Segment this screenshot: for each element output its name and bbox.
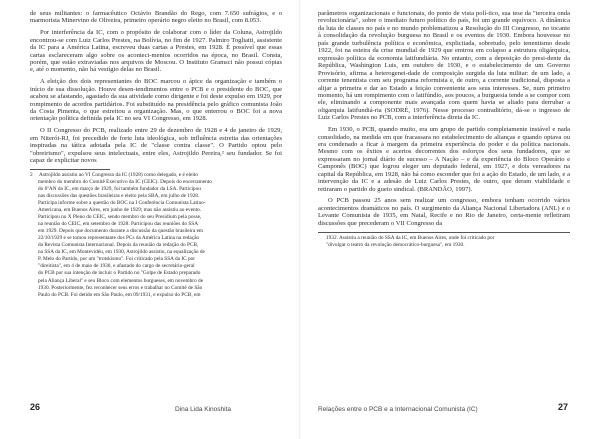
footnote-line: do PCB por sua intenção de incluir o Partido no "Golpe de Estado preparado [38, 270, 201, 277]
right-paragraph-3: O PCB passou 25 anos sem realizar um congresso, embora tenham ocorrido vários acontecimentos dramáticos no país. O surgimento da Aliança Nacional Libertadora (ANL) e o Levante Comunista de 1935, em Natal, Recife e no Rio de Janeiro, certa-mente refletiram discussões que precederam o VII Congresso da [318, 197, 570, 227]
footnote-line: em 1929. Depois que documento durante a discussão da questão brasileira em [38, 228, 204, 235]
left-paragraph-2: Por interferência da IC, com o propósito de colaborar com o líder da Coluna, Astrojildo encontrou-se com Luiz Carlos Prestes, na Bolívia, no fim de 1927. Palmiro Togliatti, assistente da IC para a América Latina, escreveu duas cartas a Prestes, em 1928. É possível que essas cartas esclareceram algo sobre os aconteci-mentos ocorridos na época, no Brasil. Consta, porém, que estão extraviadas nos arquivos de Moscou. O Instituto Gramsci não possui cópias e, até o momento, não há vestígio delas no Brasil. [30, 29, 282, 74]
footnote-line: na reunião do CEIC, em setembro de 1928. Participou das reuniões do SSA [38, 221, 199, 228]
footnote-line: "divulgar o teatro da revolução democrático-burguesa", em 1930. [326, 241, 465, 248]
footnote-line: Astrojildo assistiu ao VI Congresso da IC (1928) como delegado, e é eleito [39, 171, 198, 178]
left-paragraph-4: O II Congresso do PCB, realizado entre 29 de dezembro de 1928 e 4 de janeiro de 1929, em Niterói-RJ, foi precedido de forte luta ideológica, sob influência estreita das orientações inspiradas na tática adotada pela IC de "classe contra classe". O Partido optou pelo "obreirismo", expulsou seus intelectuais, entre eles, Astrojildo Pereira,² seu fundador. Se foi capaz de explicitar novos [30, 127, 282, 165]
footnote-line: 1932. Assistiu a reunião do SSA da IC, em Buenos Aires, onde foi criticado por [326, 234, 495, 241]
left-paragraph-3: A eleição dos dois representantes do BOC marcou o ápice da organização e também o início de sua dissolução. Houve desen-tendimentos entre o PCB e o presidente do BOC, que acabou se afastando, agastado da sua atividade como dirigente e foi deste expulso em 1929, por rompimento de acordos partidários. Foi substituído na presidência pelo gráfico comunista João da Costa Pimenta, o que estreitou a organização. Mas, o que enterrou o BOC foi a nova orientação política definida pela IC no seu VI Congresso, em 1928. [30, 78, 282, 123]
right-paragraph-1: parâmetros organizacionais e funcionais, do ponto de vista polí-tico, sua tese da "terceira onda revolucionária", sobre o imediato futuro político do país, foi um grande equívoco. A dinâmica da luta de classes no país e no mundo problematizou a Resolução do III Congresso, no tocante à consolidação da revolução burguesa no Brasil e os eventos de 1930. Embora houvesse no país grande turbulência política e econômica, explicitada, sobretudo, pelo tenentismo desde 1922, foi na esteira da crise mundial de 1929 que emtrou em colapso a estrutura oligárquica, expressão política da economia latifundiária. No entanto, com a deposição do presi-dente da República, Washington Luis, em outubro de 1930, e o estabelecimento de um Governo Provisório, afirma a heterogenei-dade de composição surgida da luta militar: de um lado, a corrente tenentista com seu programa reformista e, de outro, a corrente tradicional, disposta a alijar a primeira e dar ao Estado a feição conveniente aos seus interesses. Se, num primeiro momento, há um rompimento com o latifúndio, aos poucos, a burguesia tende a se compor com ele, eliminando a componente mais avançada com quem havia se aliado para derrubar a oligarquia latifundiá-ria (SODRÉ, 1976). Nesse processo contraditório, dá-se o ingresso de Luiz Carlos Prestes no PCB, com a interferência direta da IC. [318, 10, 570, 122]
running-head-right: Relações entre o PCB e a Internacional Comunista (IC) [318, 406, 478, 413]
footnote-line: "direitista", em 4 de maio de 1930, e afastado do cargo de secretário-geral [38, 263, 195, 270]
footnote-line: nas discussões das questões brasileiras e eleito pela SBA, em julho de 1928. [38, 192, 200, 199]
right-page [300, 0, 600, 439]
footnote-line: do 6ºAN da IC, em março de 1929, foi também fundador da LSA. Participou [38, 185, 201, 192]
page-number-left: 26 [30, 402, 41, 412]
page-number-right: 27 [558, 402, 569, 412]
right-text-column [318, 10, 570, 249]
right-paragraph-2: Em 1930, o PCB, quando muito, era um grupo de partido completamente instável e nada consolidado, na medida em que fracassara no estabelecimento de alianças e quando optava ou era condenado a ficar à margem da primeira experiência do poder e da política nacionais. Mesmo com os êxitos e acertos decorrentes dos esforços dos seus fundadores, que se expressaram no jornal diário de sucesso – A Nação – e da experiência do Bloco Operário e Camponês (BOC) que logrou eleger um deputado federal, em 1927, e dois vereadores na capital da República, em 1928, não há como esconder que foi a ação do Estado, de um lado, e a intervenção da IC e a adesão de Luiz Carlos Prestes, de outro, que deram viabilidade e retiraram o partido do gueto sindical. (BRANDÃO, 1997). [318, 126, 570, 193]
footnote-line: pela Aliança Liberal" e seu Bloco com elementos burgueses, em novembro de [38, 277, 204, 284]
footnote-line: Participa informe sobre a questão do BOC na I Conferência Comunista Latino- [38, 199, 206, 206]
left-footnote [30, 172, 282, 298]
footnote-line: Americana, em Buenos Aires, em junho de 1929; mas não assistiu ao evento. [38, 207, 202, 214]
left-paragraph-1: de seus militantes: o farmacêutico Octávio Brandão do Rego, com 7.650 sufrágios, e o marmorista Minervino de Oliveira, primeiro operário negro eleito no Brasil, com 8.053. [30, 10, 282, 25]
footnote-rule [30, 169, 110, 170]
footnote-line: P. Melo do Partido, por um "trotskismo". Foi criticado pela SSA da IC por [38, 256, 196, 263]
footnote-line: 22/10/1929 e se tomou representante dos PCs da América Latina na redação [38, 235, 200, 242]
left-text-column [30, 10, 282, 299]
footnote-line: membro do membro do Comitê Executivo da IC (CEIC). Depois do encerramento [38, 178, 212, 185]
footnote-line: na SSA da IC, em Montevidéu, em 1930, Astrojildo assistiu, na equalização de [38, 249, 205, 256]
footnote-line: Participou no X Pleno do CEIC, sendo membro do seu Presidium pela posse, [38, 214, 202, 221]
footnote-line: da Revista Comunista Internacional. Depois da reunião da redação do PCB, [38, 242, 199, 249]
footnote-line: 1930. Posteriormente, fez reconhecer seus erros e trabalhar no Comitê de São [38, 284, 203, 291]
running-head-left: Dina Lida Kinoshita [175, 406, 232, 413]
footnote-line: Paulo do PCB. Foi detido em São Paulo, em 09/1931, e expulso do PCB, em [38, 291, 201, 298]
right-footnote [318, 232, 570, 248]
footnote-number: 2 [30, 171, 33, 178]
